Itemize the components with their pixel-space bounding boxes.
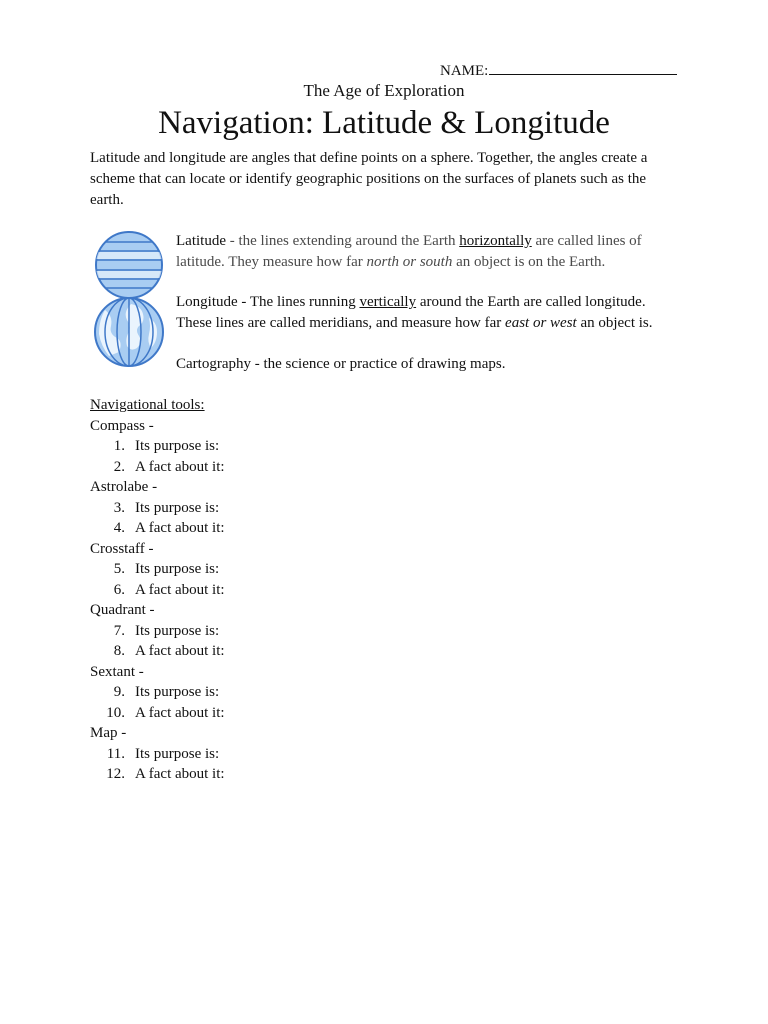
list-item	[90, 436, 590, 457]
item-prompt: Its purpose is:	[135, 745, 220, 762]
latitude-emphasis: horizontally	[459, 233, 532, 249]
cartography-text: - the science or practice of drawing maps.	[250, 356, 506, 372]
name-blank-line[interactable]	[489, 60, 677, 75]
tool-name: Compass -	[90, 417, 154, 434]
tool-name: Map -	[90, 725, 127, 741]
longitude-text-a: - The lines running	[237, 294, 360, 310]
item-prompt: A fact about it:	[135, 458, 225, 475]
cartography-term: Cartography	[176, 356, 251, 372]
list-item	[90, 764, 590, 785]
list-item	[90, 641, 590, 662]
navigational-tools-section	[90, 395, 590, 785]
item-number: 8.	[113, 643, 125, 659]
latitude-text-b: are called lines of latitude. They measure how far	[176, 233, 642, 270]
tool-name: Astrolabe -	[90, 479, 158, 495]
page-subtitle: The Age of Exploration	[303, 81, 465, 100]
item-number: 7.	[113, 622, 125, 639]
latitude-text-a: - the lines extending around the Earth	[225, 233, 460, 249]
name-label: NAME:	[440, 63, 489, 79]
item-number: 5.	[113, 561, 125, 577]
item-number: 11.	[106, 745, 125, 762]
item-prompt: Its purpose is:	[135, 622, 220, 639]
item-number: 10.	[106, 704, 125, 721]
list-item	[90, 580, 590, 601]
list-item	[90, 518, 590, 539]
item-prompt: Its purpose is:	[135, 499, 220, 516]
item-prompt: A fact about it:	[135, 581, 225, 598]
list-item	[90, 457, 590, 478]
cartography-definition	[176, 354, 676, 375]
longitude-text-b: around the Earth are called longitude. These lines are called meridians, and measure how far	[176, 294, 646, 331]
latitude-globe-icon	[91, 232, 167, 298]
intro-paragraph: Latitude and longitude are angles that define points on a sphere. Together, the angles create a scheme that can locate or identify geographic positions on the surfaces of planets such as the earth.	[90, 150, 648, 208]
list-item	[90, 682, 590, 703]
item-number: 6.	[113, 581, 125, 598]
tool-group-crosstaff	[90, 539, 590, 601]
tool-group-map	[90, 723, 590, 785]
latitude-text-c: an object is on the Earth.	[452, 254, 606, 270]
tool-name: Crosstaff -	[90, 540, 154, 557]
tools-heading: Navigational tools:	[90, 397, 205, 413]
list-item	[90, 703, 590, 724]
globe-illustrations	[91, 230, 167, 370]
list-item	[90, 559, 590, 580]
longitude-text-c: an object is.	[576, 315, 653, 331]
item-number: 2.	[113, 458, 125, 475]
item-number: 9.	[113, 684, 125, 700]
list-item	[90, 621, 590, 642]
tool-group-astrolabe	[90, 477, 590, 539]
item-prompt: Its purpose is:	[135, 438, 220, 454]
latitude-definition	[176, 231, 676, 273]
item-prompt: A fact about it:	[135, 766, 225, 782]
latitude-italic: north or south	[366, 254, 453, 270]
longitude-emphasis: vertically	[359, 294, 417, 310]
tool-group-compass	[90, 416, 590, 478]
longitude-definition	[176, 292, 676, 334]
item-number: 12.	[106, 766, 125, 782]
globes-svg	[91, 230, 167, 370]
list-item	[90, 498, 590, 519]
longitude-term: Longitude	[176, 294, 238, 310]
longitude-italic: east or west	[505, 315, 577, 331]
item-number: 4.	[113, 520, 125, 536]
item-number: 3.	[113, 499, 125, 516]
longitude-globe-icon	[95, 298, 163, 366]
item-prompt: Its purpose is:	[135, 684, 220, 700]
tool-name: Sextant -	[90, 663, 144, 680]
name-field[interactable]	[440, 60, 677, 80]
tool-group-quadrant	[90, 600, 590, 662]
item-prompt: A fact about it:	[135, 520, 225, 536]
tool-group-sextant	[90, 662, 590, 724]
page-title: Navigation: Latitude & Longitude	[158, 105, 610, 141]
item-prompt: Its purpose is:	[135, 561, 220, 577]
latitude-term: Latitude	[176, 233, 226, 249]
list-item	[90, 744, 590, 765]
item-prompt: A fact about it:	[135, 704, 225, 721]
tool-name: Quadrant -	[90, 602, 155, 618]
item-number: 1.	[113, 438, 125, 454]
item-prompt: A fact about it:	[135, 643, 225, 659]
